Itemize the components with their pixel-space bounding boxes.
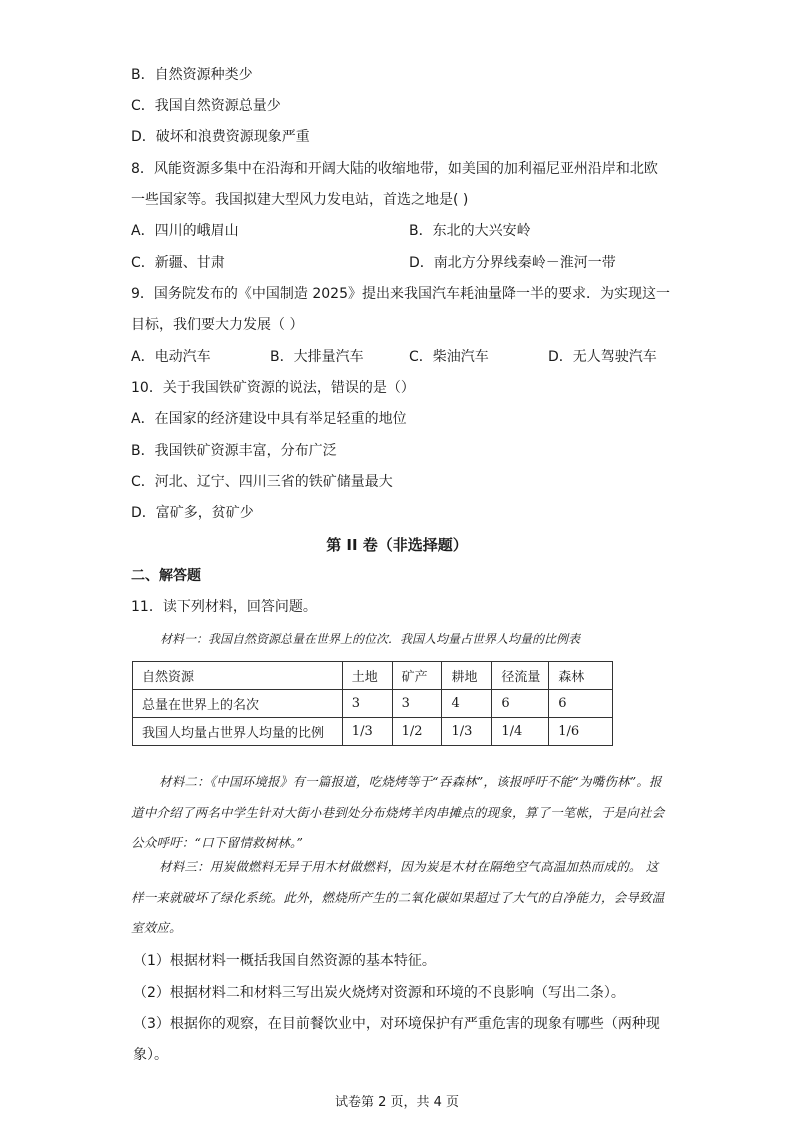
table-cell: 耕地 <box>442 662 492 690</box>
q8-option-a: A．四川的峨眉山 <box>131 223 239 239</box>
table-cell: 自然资源 <box>133 662 343 690</box>
q8-option-d: D．南北方分界线秦岭－淮河一带 <box>409 255 616 271</box>
q9-stem-line1: 9．国务院发布的《中国制造 2025》提出来我国汽车耗油量降一半的要求．为实现这一 <box>131 286 670 302</box>
table-row <box>133 718 613 746</box>
q11-sub3-line1: （3）根据你的观察，在目前餐饮业中，对环境保护有严重危害的现象有哪些（两种现 <box>133 1016 660 1032</box>
table-cell: 径流量 <box>492 662 549 690</box>
page-footer: 试卷第 2 页，共 4 页 <box>334 1095 460 1110</box>
q8-option-c: C．新疆、甘肃 <box>131 255 225 271</box>
q10-option-b: B．我国铁矿资源丰富，分布广泛 <box>131 443 337 459</box>
table-cell: 矿产 <box>392 662 442 690</box>
table-cell: 土地 <box>342 662 392 690</box>
q9-stem-line2: 目标，我们要大力发展（ ） <box>131 317 304 333</box>
table-cell: 总量在世界上的名次 <box>133 690 343 718</box>
table-cell: 1/6 <box>549 718 613 746</box>
table-cell: 3 <box>392 690 442 718</box>
part2-title: 第 II 卷（非选择题） <box>326 536 468 554</box>
q9-option-a: A．电动汽车 <box>131 349 211 365</box>
table-cell: 6 <box>492 690 549 718</box>
table-row <box>133 690 613 718</box>
q11-sub2: （2）根据材料二和材料三写出炭火烧烤对资源和环境的不良影响（写出二条）。 <box>133 985 625 1001</box>
table-cell: 我国人均量占世界人均量的比例 <box>133 718 343 746</box>
table-cell: 3 <box>342 690 392 718</box>
resource-table <box>132 661 613 746</box>
q10-stem: 10．关于我国铁矿资源的说法，错误的是（） <box>131 380 415 396</box>
q8-stem-line2: 一些国家等。我国拟建大型风力发电站，首选之地是( ) <box>131 192 469 208</box>
q8-option-b: B．东北的大兴安岭 <box>409 223 531 239</box>
table-cell: 6 <box>549 690 613 718</box>
q10-option-a: A．在国家的经济建设中具有举足轻重的地位 <box>131 411 407 427</box>
table-cell: 1/2 <box>392 718 442 746</box>
q10-option-c: C．河北、辽宁、四川三省的铁矿储量最大 <box>131 474 393 490</box>
table-header-row <box>133 662 613 690</box>
table-cell: 1/4 <box>492 718 549 746</box>
q9-option-d: D．无人驾驶汽车 <box>548 349 657 365</box>
table-cell: 4 <box>442 690 492 718</box>
table-cell: 1/3 <box>342 718 392 746</box>
material1-caption: 材料一：我国自然资源总量在世界上的位次．我国人均量占世界人均量的比例表 <box>160 632 581 646</box>
q11-sub3-line2: 象）。 <box>133 1047 168 1063</box>
q9-option-b: B．大排量汽车 <box>270 349 364 365</box>
section-heading: 二、解答题 <box>131 568 201 584</box>
q8-stem-line1: 8．风能资源多集中在沿海和开阔大陆的收缩地带，如美国的加利福尼亚州沿岸和北欧 <box>131 161 658 177</box>
option-b-prev: B．自然资源种类少 <box>131 67 253 83</box>
material2-paragraph: 材料二：《中国环境报》有一篇报道，吃烧烤等于“吞森林”，该报呼吁不能“为嘴伤林”。报道中介绍了两名中学生针对大街小巷到处分布烧烤羊肉串摊点的现象，算了一笔帐，于是向社会公众呼吁：“口下留情救树林。” <box>131 774 665 850</box>
q10-option-d: D．富矿多，贫矿少 <box>131 505 254 521</box>
q9-option-c: C．柴油汽车 <box>409 349 489 365</box>
table-cell: 森林 <box>549 662 613 690</box>
material3-paragraph: 材料三：用炭做燃料无异于用木材做燃料，因为炭是木材在隔绝空气高温加热而成的。 这样一来就破坏了绿化系统。此外，燃烧所产生的二氧化碳如果超过了大气的自净能力，会导致温室效应。 <box>131 859 665 935</box>
q11-stem: 11．读下列材料，回答问题。 <box>131 599 317 615</box>
option-d-prev: D．破坏和浪费资源现象严重 <box>131 129 310 145</box>
table-cell: 1/3 <box>442 718 492 746</box>
option-c-prev: C．我国自然资源总量少 <box>131 98 281 114</box>
q11-sub1: （1）根据材料一概括我国自然资源的基本特征。 <box>133 953 436 969</box>
